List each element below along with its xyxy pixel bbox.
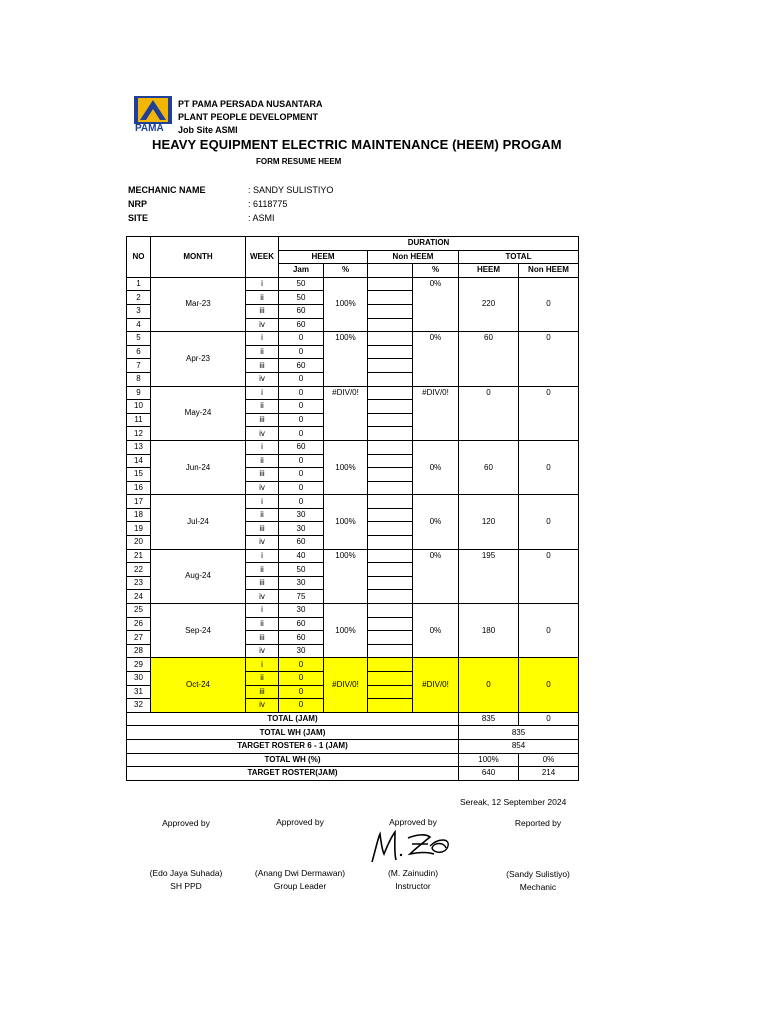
signature-role: SH PPD — [170, 881, 202, 891]
signature-name: (Anang Dwi Dermawan) — [254, 868, 346, 878]
non-heem-pct-cell: #DIV/0! — [413, 386, 459, 440]
week-cell: iii — [246, 359, 279, 373]
heem-jam-cell: 60 — [279, 536, 324, 550]
non-heem-pct-cell: 0% — [413, 604, 459, 658]
heem-jam-cell: 0 — [279, 345, 324, 359]
total-non-heem-cell: 0 — [519, 658, 579, 712]
total-heem-cell: 0 — [459, 658, 519, 712]
row-number: 24 — [127, 590, 151, 604]
total-non-heem-cell: 0 — [519, 386, 579, 440]
row-number: 8 — [127, 372, 151, 386]
heem-jam-cell: 30 — [279, 604, 324, 618]
total-non-heem-cell: 0 — [519, 440, 579, 494]
table-row — [127, 332, 579, 346]
heem-jam-cell: 60 — [279, 304, 324, 318]
row-number: 30 — [127, 672, 151, 686]
header-total-non-heem: Non HEEM — [519, 264, 579, 278]
heem-jam-cell: 50 — [279, 563, 324, 577]
week-cell: ii — [246, 672, 279, 686]
week-cell: ii — [246, 345, 279, 359]
week-cell: i — [246, 332, 279, 346]
non-heem-jam-cell — [368, 631, 413, 645]
heem-jam-cell: 60 — [279, 631, 324, 645]
summary-target-roster-heem: 640 — [459, 767, 519, 781]
signature-caption: Approved by — [162, 818, 210, 828]
week-cell: iv — [246, 427, 279, 441]
non-heem-jam-cell — [368, 563, 413, 577]
non-heem-jam-cell — [368, 359, 413, 373]
row-number: 21 — [127, 549, 151, 563]
signature-role: Group Leader — [273, 881, 327, 891]
week-cell: iii — [246, 304, 279, 318]
week-cell: iv — [246, 699, 279, 713]
non-heem-jam-cell — [368, 536, 413, 550]
signature-caption: Approved by — [389, 817, 437, 827]
week-cell: i — [246, 386, 279, 400]
week-cell: iv — [246, 372, 279, 386]
total-heem-cell: 195 — [459, 549, 519, 603]
week-cell: i — [246, 495, 279, 509]
month-cell: Oct-24 — [151, 658, 246, 712]
non-heem-jam-cell — [368, 644, 413, 658]
row-number: 17 — [127, 495, 151, 509]
non-heem-jam-cell — [368, 427, 413, 441]
non-heem-pct-cell: 0% — [413, 332, 459, 386]
heem-pct-cell: 100% — [324, 332, 368, 386]
non-heem-jam-cell — [368, 440, 413, 454]
non-heem-pct-cell: 0% — [413, 549, 459, 603]
week-cell: iii — [246, 522, 279, 536]
non-heem-jam-cell — [368, 699, 413, 713]
week-cell: iii — [246, 413, 279, 427]
week-cell: ii — [246, 400, 279, 414]
non-heem-jam-cell — [368, 318, 413, 332]
row-number: 12 — [127, 427, 151, 441]
summary-total-jam-label: TOTAL (JAM) — [127, 712, 459, 726]
summary-target-roster-non: 214 — [519, 767, 579, 781]
logo-text: PAMA — [135, 123, 164, 134]
info-label-nrp: NRP — [128, 199, 148, 209]
heem-jam-cell: 30 — [279, 508, 324, 522]
week-cell: iv — [246, 536, 279, 550]
heem-resume-table — [126, 236, 579, 781]
non-heem-jam-cell — [368, 413, 413, 427]
heem-pct-cell: 100% — [324, 440, 368, 494]
header-non-heem-pct: % — [413, 264, 459, 278]
info-value-mechanic: : SANDY SULISTIYO — [248, 185, 334, 195]
signature-group-leader — [250, 816, 350, 893]
row-number: 7 — [127, 359, 151, 373]
week-cell: iii — [246, 685, 279, 699]
week-cell: iv — [246, 590, 279, 604]
non-heem-pct-cell: 0% — [413, 440, 459, 494]
info-value-site: : ASMI — [248, 213, 275, 223]
week-cell: iv — [246, 481, 279, 495]
heem-jam-cell: 0 — [279, 454, 324, 468]
week-cell: ii — [246, 508, 279, 522]
summary-target-label: TARGET ROSTER 6 - 1 (JAM) — [127, 739, 459, 753]
heem-jam-cell: 0 — [279, 372, 324, 386]
month-cell: Mar-23 — [151, 277, 246, 331]
heem-jam-cell: 0 — [279, 386, 324, 400]
non-heem-jam-cell — [368, 277, 413, 291]
total-heem-cell: 60 — [459, 440, 519, 494]
row-number: 13 — [127, 440, 151, 454]
heem-jam-cell: 60 — [279, 359, 324, 373]
week-cell: ii — [246, 454, 279, 468]
heem-pct-cell: 100% — [324, 277, 368, 331]
signature-name: (Sandy Sulistiyo) — [506, 869, 570, 879]
non-heem-jam-cell — [368, 495, 413, 509]
summary-total-wh: 835 — [459, 726, 579, 740]
heem-jam-cell: 0 — [279, 468, 324, 482]
header-heem: HEEM — [279, 250, 368, 264]
table-row — [127, 549, 579, 563]
header-total-heem: HEEM — [459, 264, 519, 278]
heem-jam-cell: 0 — [279, 699, 324, 713]
heem-jam-cell: 0 — [279, 400, 324, 414]
heem-jam-cell: 30 — [279, 644, 324, 658]
table-row — [127, 604, 579, 618]
heem-pct-cell: 100% — [324, 604, 368, 658]
info-value-nrp: : 6118775 — [248, 199, 288, 209]
total-non-heem-cell: 0 — [519, 549, 579, 603]
non-heem-jam-cell — [368, 522, 413, 536]
signature-name: (Edo Jaya Suhada) — [149, 868, 223, 878]
row-number: 16 — [127, 481, 151, 495]
heem-jam-cell: 0 — [279, 658, 324, 672]
signature-name: (M. Zainudin) — [387, 868, 439, 878]
total-heem-cell: 120 — [459, 495, 519, 549]
non-heem-jam-cell — [368, 617, 413, 631]
non-heem-jam-cell — [368, 672, 413, 686]
non-heem-jam-cell — [368, 685, 413, 699]
heem-jam-cell: 0 — [279, 672, 324, 686]
week-cell: iii — [246, 631, 279, 645]
heem-jam-cell: 30 — [279, 576, 324, 590]
week-cell: ii — [246, 563, 279, 577]
header-non-heem-jam — [368, 264, 413, 278]
total-heem-cell: 0 — [459, 386, 519, 440]
week-cell: iv — [246, 318, 279, 332]
row-number: 11 — [127, 413, 151, 427]
table-row — [127, 277, 579, 291]
month-cell: Apr-23 — [151, 332, 246, 386]
non-heem-jam-cell — [368, 372, 413, 386]
non-heem-jam-cell — [368, 604, 413, 618]
non-heem-pct-cell: 0% — [413, 277, 459, 331]
heem-jam-cell: 50 — [279, 277, 324, 291]
header-duration: DURATION — [279, 237, 579, 251]
month-cell: May-24 — [151, 386, 246, 440]
row-number: 28 — [127, 644, 151, 658]
signature-role: Mechanic — [519, 882, 557, 892]
total-non-heem-cell: 0 — [519, 495, 579, 549]
summary-total-wh-label: TOTAL WH (JAM) — [127, 726, 459, 740]
heem-pct-cell: 100% — [324, 549, 368, 603]
row-number: 14 — [127, 454, 151, 468]
table-row — [127, 440, 579, 454]
heem-pct-cell: #DIV/0! — [324, 386, 368, 440]
week-cell: i — [246, 440, 279, 454]
non-heem-jam-cell — [368, 345, 413, 359]
non-heem-pct-cell: #DIV/0! — [413, 658, 459, 712]
row-number: 22 — [127, 563, 151, 577]
sign-date: Sereak, 12 September 2024 — [460, 797, 567, 807]
row-number: 4 — [127, 318, 151, 332]
handwritten-signature-icon — [368, 828, 454, 866]
month-cell: Jul-24 — [151, 495, 246, 549]
total-non-heem-cell: 0 — [519, 604, 579, 658]
heem-jam-cell: 60 — [279, 440, 324, 454]
total-heem-cell: 220 — [459, 277, 519, 331]
page-subtitle: FORM RESUME HEEM — [256, 157, 342, 166]
row-number: 3 — [127, 304, 151, 318]
month-cell: Jun-24 — [151, 440, 246, 494]
signature-caption: Approved by — [276, 817, 324, 827]
row-number: 15 — [127, 468, 151, 482]
non-heem-jam-cell — [368, 332, 413, 346]
mechanic-info — [128, 183, 333, 225]
non-heem-jam-cell — [368, 291, 413, 305]
non-heem-jam-cell — [368, 481, 413, 495]
heem-pct-cell: 100% — [324, 495, 368, 549]
non-heem-jam-cell — [368, 468, 413, 482]
week-cell: ii — [246, 617, 279, 631]
row-number: 31 — [127, 685, 151, 699]
month-cell: Sep-24 — [151, 604, 246, 658]
summary-total-wh-pct-label: TOTAL WH (%) — [127, 753, 459, 767]
header-non-heem: Non HEEM — [368, 250, 459, 264]
non-heem-jam-cell — [368, 454, 413, 468]
heem-jam-cell: 30 — [279, 522, 324, 536]
total-non-heem-cell: 0 — [519, 277, 579, 331]
signature-mechanic — [494, 817, 582, 894]
row-number: 18 — [127, 508, 151, 522]
summary-total-wh-pct-heem: 100% — [459, 753, 519, 767]
row-number: 20 — [127, 536, 151, 550]
table-row — [127, 386, 579, 400]
summary-target: 854 — [459, 739, 579, 753]
header-no: NO — [127, 237, 151, 278]
row-number: 26 — [127, 617, 151, 631]
row-number: 25 — [127, 604, 151, 618]
summary-target-roster-label: TARGET ROSTER(JAM) — [127, 767, 459, 781]
signature-role: Instructor — [395, 881, 431, 891]
heem-jam-cell: 50 — [279, 291, 324, 305]
total-non-heem-cell: 0 — [519, 332, 579, 386]
heem-jam-cell: 0 — [279, 481, 324, 495]
heem-jam-cell: 0 — [279, 685, 324, 699]
row-number: 9 — [127, 386, 151, 400]
row-number: 23 — [127, 576, 151, 590]
info-label-mechanic: MECHANIC NAME — [128, 185, 206, 195]
heem-jam-cell: 0 — [279, 427, 324, 441]
heem-jam-cell: 0 — [279, 495, 324, 509]
page-title: HEAVY EQUIPMENT ELECTRIC MAINTENANCE (HEEM) PROGAM — [152, 137, 562, 152]
non-heem-pct-cell: 0% — [413, 495, 459, 549]
summary-total-wh-pct-non: 0% — [519, 753, 579, 767]
week-cell: i — [246, 658, 279, 672]
week-cell: iii — [246, 576, 279, 590]
row-number: 29 — [127, 658, 151, 672]
non-heem-jam-cell — [368, 386, 413, 400]
non-heem-jam-cell — [368, 576, 413, 590]
row-number: 1 — [127, 277, 151, 291]
header-heem-pct: % — [324, 264, 368, 278]
heem-pct-cell: #DIV/0! — [324, 658, 368, 712]
week-cell: i — [246, 549, 279, 563]
row-number: 19 — [127, 522, 151, 536]
non-heem-jam-cell — [368, 549, 413, 563]
row-number: 5 — [127, 332, 151, 346]
header-jam: Jam — [279, 264, 324, 278]
total-heem-cell: 60 — [459, 332, 519, 386]
week-cell: iv — [246, 644, 279, 658]
heem-jam-cell: 60 — [279, 617, 324, 631]
non-heem-jam-cell — [368, 508, 413, 522]
row-number: 10 — [127, 400, 151, 414]
signature-caption: Reported by — [514, 818, 562, 828]
company-block — [178, 98, 323, 137]
total-heem-cell: 180 — [459, 604, 519, 658]
week-cell: i — [246, 604, 279, 618]
table-row — [127, 658, 579, 672]
summary-total-jam-non: 0 — [519, 712, 579, 726]
department-name: PLANT PEOPLE DEVELOPMENT — [178, 112, 319, 122]
non-heem-jam-cell — [368, 400, 413, 414]
signature-sh-ppd — [140, 817, 232, 893]
summary-total-jam-heem: 835 — [459, 712, 519, 726]
non-heem-jam-cell — [368, 658, 413, 672]
week-cell: iii — [246, 468, 279, 482]
company-name: PT PAMA PERSADA NUSANTARA — [178, 99, 323, 109]
non-heem-jam-cell — [368, 304, 413, 318]
row-number: 27 — [127, 631, 151, 645]
header-month: MONTH — [151, 237, 246, 278]
info-label-site: SITE — [128, 213, 149, 223]
week-cell: ii — [246, 291, 279, 305]
heem-jam-cell: 0 — [279, 332, 324, 346]
header-week: WEEK — [246, 237, 279, 278]
month-cell: Aug-24 — [151, 549, 246, 603]
non-heem-jam-cell — [368, 590, 413, 604]
heem-jam-cell: 40 — [279, 549, 324, 563]
week-cell: i — [246, 277, 279, 291]
job-site: Job Site ASMI — [178, 125, 238, 135]
heem-jam-cell: 75 — [279, 590, 324, 604]
heem-jam-cell: 0 — [279, 413, 324, 427]
row-number: 2 — [127, 291, 151, 305]
heem-jam-cell: 60 — [279, 318, 324, 332]
table-row — [127, 495, 579, 509]
header-total: TOTAL — [459, 250, 579, 264]
row-number: 32 — [127, 699, 151, 713]
row-number: 6 — [127, 345, 151, 359]
